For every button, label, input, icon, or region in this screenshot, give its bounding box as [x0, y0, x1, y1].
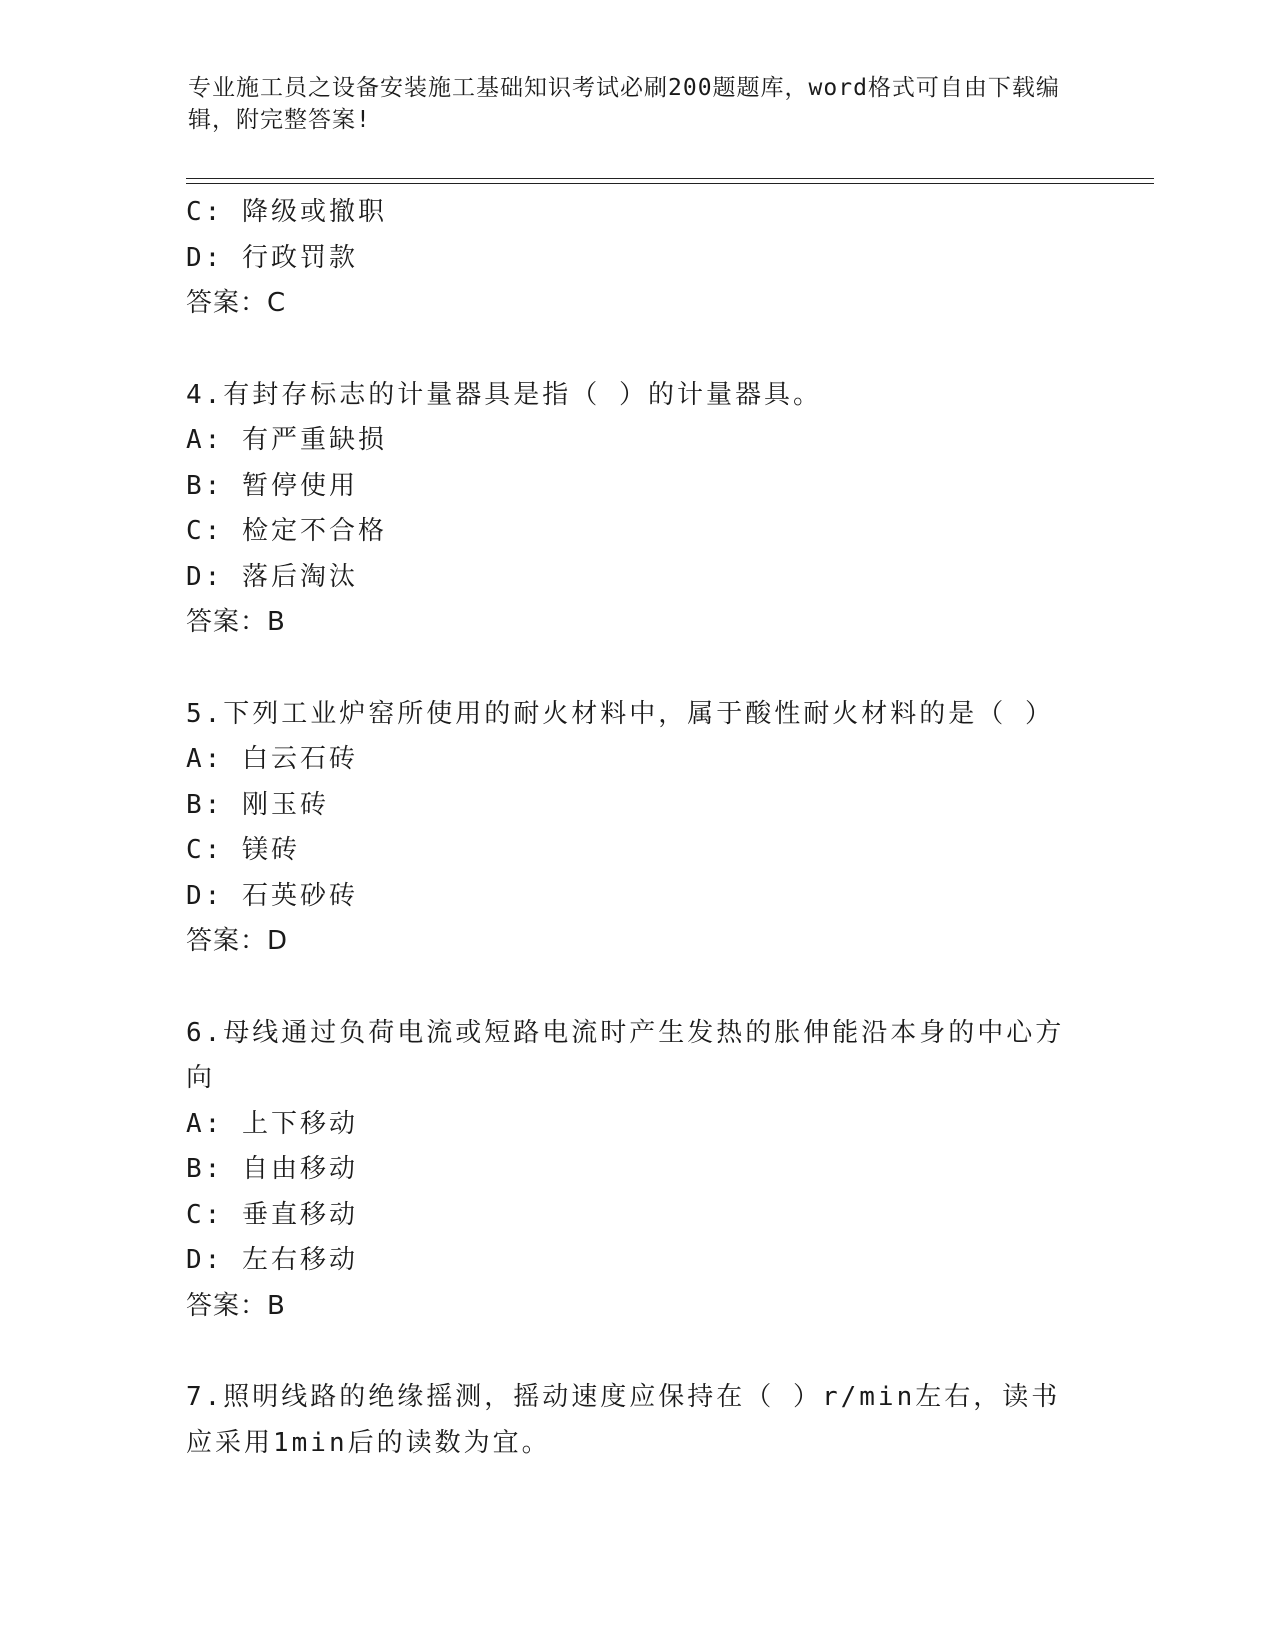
- option-a: A: 有严重缺损: [186, 425, 387, 455]
- option-a: A: 白云石砖: [186, 744, 358, 774]
- question-list: [186, 190, 1086, 1466]
- question-stem: 5.下列工业炉窑所使用的耐火材料中，属于酸性耐火材料的是（ ）: [186, 698, 1054, 729]
- header-rule-top: [186, 178, 1154, 179]
- answer-line: 答案：B: [186, 1290, 286, 1321]
- answer-line: 答案：D: [186, 926, 289, 956]
- option-b: B: 暂停使用: [186, 470, 358, 501]
- option-d: D: 左右移动: [186, 1245, 358, 1275]
- option-b: B: 自由移动: [186, 1154, 358, 1184]
- option-c: C: 检定不合格: [186, 516, 387, 546]
- option-d: D: 落后淘汰: [186, 561, 358, 592]
- option-c: C: 降级或撤职: [186, 197, 387, 227]
- option-c: C: 垂直移动: [186, 1199, 358, 1230]
- header-rule-bottom: [186, 183, 1154, 184]
- document-header: 专业施工员之设备安装施工基础知识考试必刷200题题库，word格式可自由下载编辑，附完整答案!: [188, 75, 1060, 133]
- question-stem: 4.有封存标志的计量器具是指（ ）的计量器具。: [186, 379, 822, 410]
- option-d: D: 石英砂砖: [186, 880, 358, 911]
- question-stem: 6.母线通过负荷电流或短路电流时产生发热的胀伸能沿本身的中心方向: [186, 1017, 1065, 1093]
- option-b: B: 刚玉砖: [186, 789, 329, 820]
- answer-line: 答案：B: [186, 607, 286, 637]
- option-d: D: 行政罚款: [186, 242, 358, 273]
- option-c: C: 镁砖: [186, 835, 300, 865]
- answer-line: 答案：C: [186, 288, 287, 318]
- question-stem: 7.照明线路的绝缘摇测，摇动速度应保持在（ ）r/min左右，读书应采用1min后的读数为宜。: [186, 1382, 1061, 1458]
- option-a: A: 上下移动: [186, 1108, 358, 1139]
